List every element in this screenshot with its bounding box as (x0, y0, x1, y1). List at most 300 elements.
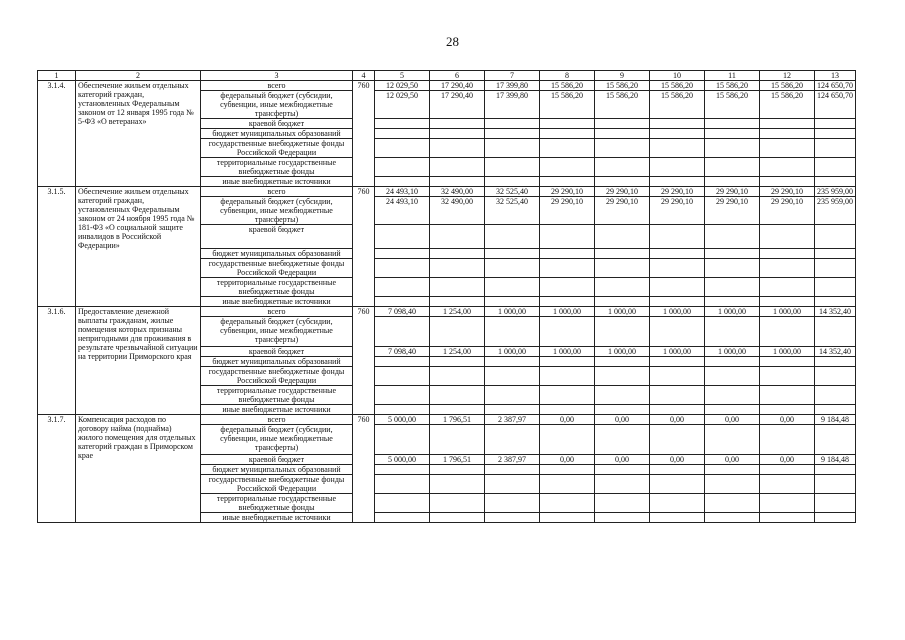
value-cell: 32 525,40 (485, 187, 540, 197)
header-cell: 10 (650, 71, 705, 81)
value-cell: 1 796,51 (430, 455, 485, 465)
value-cell: 235 959,00 (815, 187, 856, 197)
funding-source: территориальные государственные внебюджетные фонды (201, 494, 353, 513)
value-cell (595, 297, 650, 307)
value-cell (650, 297, 705, 307)
value-cell (760, 357, 815, 367)
value-cell (430, 386, 485, 405)
value-cell (375, 494, 430, 513)
value-cell: 0,00 (650, 455, 705, 465)
value-cell (705, 177, 760, 187)
value-cell (760, 249, 815, 259)
value-cell (760, 494, 815, 513)
funding-source: бюджет муниципальных образований (201, 249, 353, 259)
section-title: Обеспечение жильем отдельных категорий граждан, установленных Федеральным законом от 24 ноября 1995 года № 181-ФЗ «О социальной защите инвалидов в Российской Федерации» (76, 187, 201, 307)
table-row (38, 187, 856, 197)
value-cell (485, 225, 540, 249)
value-cell (540, 405, 595, 415)
value-cell: 1 254,00 (430, 347, 485, 357)
value-cell (540, 367, 595, 386)
value-cell (540, 386, 595, 405)
value-cell (705, 513, 760, 523)
value-cell (815, 259, 856, 278)
funding-source: бюджет муниципальных образований (201, 465, 353, 475)
value-cell: 7 098,40 (375, 307, 430, 317)
value-cell (705, 297, 760, 307)
value-cell (650, 405, 705, 415)
value-cell (705, 405, 760, 415)
header-cell: 11 (705, 71, 760, 81)
value-cell (375, 425, 430, 455)
funding-source: государственные внебюджетные фонды Российской Федерации (201, 367, 353, 386)
funding-source: территориальные государственные внебюджетные фонды (201, 278, 353, 297)
value-cell (705, 317, 760, 347)
value-cell (540, 475, 595, 494)
header-cell: 7 (485, 71, 540, 81)
value-cell (705, 225, 760, 249)
value-cell (375, 119, 430, 129)
funding-source: иные внебюджетные источники (201, 297, 353, 307)
value-cell: 32 490,00 (430, 187, 485, 197)
value-cell (705, 475, 760, 494)
value-cell: 1 000,00 (540, 307, 595, 317)
value-cell (595, 357, 650, 367)
value-cell: 1 000,00 (705, 307, 760, 317)
funding-source: бюджет муниципальных образований (201, 357, 353, 367)
funding-source: федеральный бюджет (субсидии, субвенции, иные межбюджетные трансферты) (201, 197, 353, 225)
value-cell: 17 290,40 (430, 81, 485, 91)
value-cell (375, 249, 430, 259)
value-cell (760, 297, 815, 307)
value-cell (375, 317, 430, 347)
value-cell (485, 367, 540, 386)
value-cell (375, 129, 430, 139)
value-cell: 1 254,00 (430, 307, 485, 317)
value-cell (650, 278, 705, 297)
value-cell (485, 158, 540, 177)
value-cell: 0,00 (595, 455, 650, 465)
value-cell (375, 139, 430, 158)
value-cell (375, 386, 430, 405)
value-cell (815, 119, 856, 129)
value-cell (760, 225, 815, 249)
value-cell (375, 259, 430, 278)
value-cell: 29 290,10 (650, 197, 705, 225)
value-cell (760, 386, 815, 405)
value-cell (540, 119, 595, 129)
value-cell (430, 317, 485, 347)
value-cell (705, 494, 760, 513)
value-cell (430, 367, 485, 386)
value-cell (485, 249, 540, 259)
value-cell (760, 425, 815, 455)
value-cell (705, 129, 760, 139)
funding-source: федеральный бюджет (субсидии, субвенции, иные межбюджетные трансферты) (201, 91, 353, 119)
value-cell: 32 525,40 (485, 197, 540, 225)
value-cell (485, 129, 540, 139)
value-cell (430, 259, 485, 278)
value-cell: 1 796,51 (430, 415, 485, 425)
funding-source: всего (201, 415, 353, 425)
value-cell (540, 177, 595, 187)
value-cell (375, 513, 430, 523)
value-cell (650, 129, 705, 139)
value-cell (595, 129, 650, 139)
value-cell: 2 387,97 (485, 415, 540, 425)
value-cell (760, 513, 815, 523)
value-cell (540, 225, 595, 249)
value-cell: 0,00 (540, 455, 595, 465)
value-cell: 1 000,00 (595, 307, 650, 317)
value-cell (595, 278, 650, 297)
value-cell (595, 465, 650, 475)
value-cell (815, 317, 856, 347)
value-cell (430, 494, 485, 513)
value-cell (595, 513, 650, 523)
value-cell (760, 259, 815, 278)
value-cell (760, 405, 815, 415)
value-cell: 29 290,10 (650, 187, 705, 197)
value-cell (705, 259, 760, 278)
value-cell (375, 177, 430, 187)
budget-table (37, 70, 856, 523)
funding-source: краевой бюджет (201, 455, 353, 465)
value-cell (485, 259, 540, 278)
value-cell (815, 357, 856, 367)
funding-source: иные внебюджетные источники (201, 405, 353, 415)
value-cell (815, 386, 856, 405)
value-cell: 24 493,10 (375, 197, 430, 225)
funding-source: краевой бюджет (201, 347, 353, 357)
value-cell (650, 249, 705, 259)
value-cell (485, 139, 540, 158)
value-cell: 9 184,48 (815, 415, 856, 425)
value-cell: 1 000,00 (705, 347, 760, 357)
value-cell (485, 278, 540, 297)
value-cell (760, 367, 815, 386)
value-cell (595, 405, 650, 415)
header-cell: 3 (201, 71, 353, 81)
value-cell (815, 177, 856, 187)
value-cell: 12 029,50 (375, 91, 430, 119)
value-cell (375, 367, 430, 386)
section-title: Предоставление денежной выплаты гражданам, жилые помещения которых признаны непригодными для проживания в результате чрезвычайной ситуации на территории Приморского края (76, 307, 201, 415)
program-code: 760 (353, 415, 375, 523)
value-cell: 1 000,00 (650, 307, 705, 317)
value-cell (815, 278, 856, 297)
value-cell (485, 297, 540, 307)
value-cell: 1 000,00 (650, 347, 705, 357)
value-cell (375, 475, 430, 494)
value-cell: 1 000,00 (540, 347, 595, 357)
value-cell (705, 278, 760, 297)
value-cell: 0,00 (705, 415, 760, 425)
value-cell (375, 297, 430, 307)
value-cell (650, 139, 705, 158)
value-cell: 9 184,48 (815, 455, 856, 465)
value-cell (430, 513, 485, 523)
funding-source: всего (201, 81, 353, 91)
value-cell: 1 000,00 (760, 347, 815, 357)
value-cell (815, 513, 856, 523)
header-cell: 8 (540, 71, 595, 81)
value-cell (760, 139, 815, 158)
value-cell: 5 000,00 (375, 415, 430, 425)
value-cell: 15 586,20 (760, 81, 815, 91)
section-title: Обеспечение жильем отдельных категорий граждан, установленных Федеральным законом от 12 января 1995 года № 5-ФЗ «О ветеранах» (76, 81, 201, 187)
value-cell (595, 386, 650, 405)
value-cell (540, 465, 595, 475)
value-cell: 29 290,10 (540, 187, 595, 197)
value-cell (540, 129, 595, 139)
funding-source: федеральный бюджет (субсидии, субвенции, иные межбюджетные трансферты) (201, 317, 353, 347)
value-cell: 15 586,20 (540, 91, 595, 119)
value-cell (375, 357, 430, 367)
value-cell (650, 475, 705, 494)
value-cell (430, 475, 485, 494)
value-cell (540, 513, 595, 523)
value-cell (430, 139, 485, 158)
value-cell (705, 119, 760, 129)
value-cell (705, 367, 760, 386)
value-cell: 15 586,20 (705, 81, 760, 91)
value-cell (595, 367, 650, 386)
value-cell (375, 278, 430, 297)
value-cell (705, 357, 760, 367)
value-cell (595, 225, 650, 249)
value-cell (815, 405, 856, 415)
page-number: 28 (446, 34, 459, 49)
value-cell (705, 249, 760, 259)
value-cell (540, 317, 595, 347)
value-cell (705, 158, 760, 177)
value-cell (760, 158, 815, 177)
header-cell: 6 (430, 71, 485, 81)
value-cell (540, 494, 595, 513)
value-cell (430, 357, 485, 367)
program-code: 760 (353, 187, 375, 307)
value-cell (430, 177, 485, 187)
value-cell (540, 278, 595, 297)
value-cell (485, 475, 540, 494)
value-cell (815, 297, 856, 307)
value-cell (650, 425, 705, 455)
value-cell: 14 352,40 (815, 347, 856, 357)
value-cell (815, 249, 856, 259)
value-cell: 14 352,40 (815, 307, 856, 317)
value-cell (540, 249, 595, 259)
value-cell (650, 513, 705, 523)
value-cell (815, 475, 856, 494)
value-cell: 124 650,70 (815, 81, 856, 91)
value-cell (485, 119, 540, 129)
table-row (38, 415, 856, 425)
value-cell: 15 586,20 (650, 81, 705, 91)
value-cell (540, 259, 595, 278)
value-cell: 1 000,00 (760, 307, 815, 317)
value-cell (815, 494, 856, 513)
value-cell (595, 494, 650, 513)
funding-source: краевой бюджет (201, 225, 353, 249)
funding-source: государственные внебюджетные фонды Российской Федерации (201, 139, 353, 158)
value-cell (540, 139, 595, 158)
value-cell (650, 119, 705, 129)
value-cell: 0,00 (540, 415, 595, 425)
value-cell: 29 290,10 (760, 197, 815, 225)
value-cell (485, 405, 540, 415)
value-cell (430, 425, 485, 455)
value-cell: 0,00 (760, 455, 815, 465)
value-cell (485, 386, 540, 405)
value-cell: 17 399,80 (485, 81, 540, 91)
value-cell: 29 290,10 (595, 187, 650, 197)
section-number: 3.1.4. (38, 81, 76, 187)
value-cell (375, 225, 430, 249)
value-cell: 29 290,10 (760, 187, 815, 197)
value-cell: 29 290,10 (705, 187, 760, 197)
value-cell (650, 357, 705, 367)
value-cell (430, 225, 485, 249)
value-cell (815, 139, 856, 158)
value-cell (815, 158, 856, 177)
value-cell (760, 475, 815, 494)
value-cell: 32 490,00 (430, 197, 485, 225)
value-cell (485, 465, 540, 475)
value-cell (760, 119, 815, 129)
value-cell (595, 475, 650, 494)
value-cell: 17 290,40 (430, 91, 485, 119)
value-cell: 235 959,00 (815, 197, 856, 225)
funding-source: иные внебюджетные источники (201, 177, 353, 187)
value-cell: 15 586,20 (595, 91, 650, 119)
value-cell (705, 386, 760, 405)
value-cell: 1 000,00 (485, 307, 540, 317)
value-cell (595, 259, 650, 278)
value-cell (650, 465, 705, 475)
value-cell (595, 249, 650, 259)
value-cell: 15 586,20 (705, 91, 760, 119)
value-cell (430, 465, 485, 475)
value-cell: 0,00 (595, 415, 650, 425)
section-number: 3.1.6. (38, 307, 76, 415)
value-cell (595, 317, 650, 347)
funding-source: бюджет муниципальных образований (201, 129, 353, 139)
table-row (38, 307, 856, 317)
value-cell: 124 650,70 (815, 91, 856, 119)
value-cell (650, 386, 705, 405)
value-cell (815, 129, 856, 139)
header-cell: 2 (76, 71, 201, 81)
value-cell (650, 158, 705, 177)
value-cell (595, 425, 650, 455)
value-cell (485, 513, 540, 523)
value-cell: 1 000,00 (485, 347, 540, 357)
value-cell: 29 290,10 (595, 197, 650, 225)
value-cell: 2 387,97 (485, 455, 540, 465)
value-cell: 24 493,10 (375, 187, 430, 197)
funding-source: всего (201, 307, 353, 317)
funding-source: государственные внебюджетные фонды Российской Федерации (201, 259, 353, 278)
value-cell (375, 465, 430, 475)
value-cell (430, 278, 485, 297)
section-number: 3.1.5. (38, 187, 76, 307)
value-cell (595, 158, 650, 177)
value-cell (650, 177, 705, 187)
value-cell (760, 465, 815, 475)
value-cell: 15 586,20 (540, 81, 595, 91)
value-cell (540, 297, 595, 307)
header-cell: 4 (353, 71, 375, 81)
value-cell (375, 405, 430, 415)
value-cell (760, 177, 815, 187)
program-code: 760 (353, 307, 375, 415)
funding-source: территориальные государственные внебюджетные фонды (201, 158, 353, 177)
value-cell (650, 259, 705, 278)
header-cell: 1 (38, 71, 76, 81)
value-cell (650, 317, 705, 347)
value-cell (650, 225, 705, 249)
value-cell (595, 119, 650, 129)
value-cell (430, 158, 485, 177)
value-cell (815, 225, 856, 249)
value-cell: 0,00 (705, 455, 760, 465)
program-code: 760 (353, 81, 375, 187)
value-cell: 0,00 (760, 415, 815, 425)
value-cell: 7 098,40 (375, 347, 430, 357)
value-cell: 29 290,10 (705, 197, 760, 225)
value-cell (485, 317, 540, 347)
header-cell: 9 (595, 71, 650, 81)
value-cell (430, 405, 485, 415)
value-cell (540, 425, 595, 455)
header-cell: 12 (760, 71, 815, 81)
value-cell: 17 399,80 (485, 91, 540, 119)
value-cell: 5 000,00 (375, 455, 430, 465)
value-cell (705, 425, 760, 455)
value-cell (595, 177, 650, 187)
funding-source: краевой бюджет (201, 119, 353, 129)
table-row (38, 81, 856, 91)
value-cell (485, 357, 540, 367)
value-cell (650, 367, 705, 386)
section-title: Компенсация расходов по договору найма (поднайма) жилого помещения для отдельных категорий граждан в Приморском крае (76, 415, 201, 523)
value-cell (650, 494, 705, 513)
funding-source: территориальные государственные внебюджетные фонды (201, 386, 353, 405)
value-cell (705, 139, 760, 158)
value-cell: 12 029,50 (375, 81, 430, 91)
value-cell (430, 129, 485, 139)
header-cell: 13 (815, 71, 856, 81)
value-cell (375, 158, 430, 177)
value-cell (815, 367, 856, 386)
value-cell (705, 465, 760, 475)
value-cell (760, 129, 815, 139)
value-cell (595, 139, 650, 158)
value-cell (540, 158, 595, 177)
value-cell (540, 357, 595, 367)
value-cell (485, 425, 540, 455)
value-cell (485, 494, 540, 513)
value-cell (760, 317, 815, 347)
value-cell (485, 177, 540, 187)
section-number: 3.1.7. (38, 415, 76, 523)
value-cell: 15 586,20 (760, 91, 815, 119)
value-cell: 1 000,00 (595, 347, 650, 357)
value-cell (430, 249, 485, 259)
funding-source: иные внебюджетные источники (201, 513, 353, 523)
value-cell (430, 297, 485, 307)
value-cell (430, 119, 485, 129)
